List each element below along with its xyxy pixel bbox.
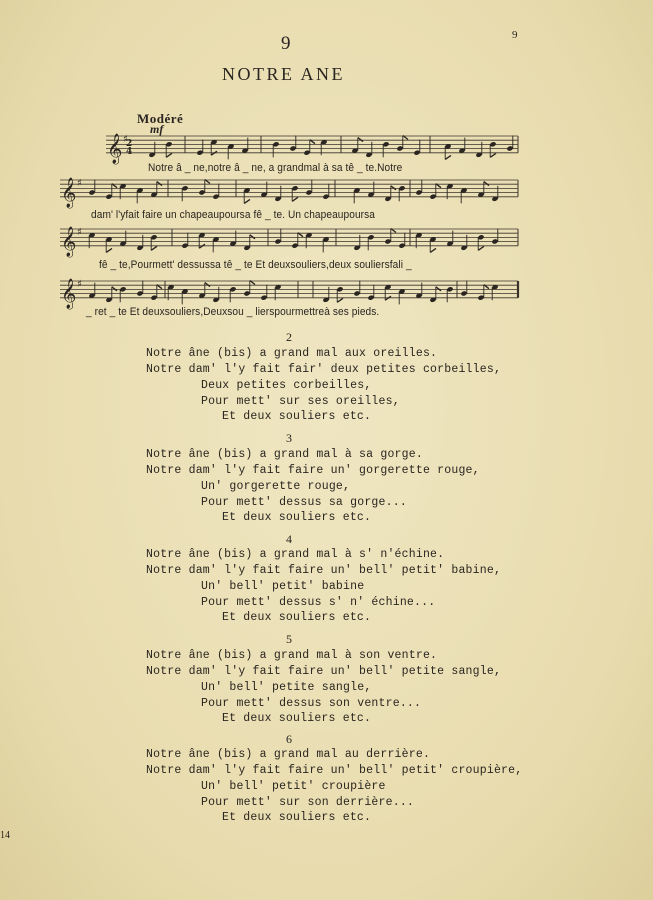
note-flag <box>292 197 298 201</box>
verse-line: Deux petites corbeilles, <box>201 379 372 392</box>
note-flag <box>385 296 391 300</box>
note-flag <box>445 155 451 159</box>
verse-number: 2 <box>286 330 292 344</box>
verse-number: 6 <box>286 732 292 746</box>
verse-line: Notre âne (bis) a grand mal à son ventre. <box>146 649 438 662</box>
verse-line: Pour mett' dessus s' n' échine... <box>201 596 436 609</box>
note-flag <box>106 248 112 252</box>
verse-line: Pour mett' dessus sa gorge... <box>201 496 407 509</box>
note-flag <box>112 287 117 291</box>
verse-line: Pour mett' sur son derrière... <box>201 796 415 809</box>
verse-line: Et deux souliers etc. <box>222 712 372 725</box>
verse-line: Et deux souliers etc. <box>222 410 372 423</box>
lyrics-line: Notre â _ ne,notre â _ ne, a grandmal à sa tê _ te.Notre <box>148 162 403 174</box>
verse-line: Pour mett' dessus son ventre... <box>201 697 422 710</box>
note-flag <box>166 153 172 157</box>
verse-line: Notre dam' l'y fait faire un' gorgerette rouge, <box>146 464 480 477</box>
note-flag <box>244 199 250 203</box>
page-number: 9 <box>281 33 291 54</box>
verse-line: Notre dam' l'y fait faire un' bell' petit' croupière, <box>146 764 523 777</box>
verse-line: Notre dam' l'y fait faire un' bell' petit' babine, <box>146 564 502 577</box>
note-flag <box>157 182 162 186</box>
tempo-marking: Modéré <box>137 111 184 126</box>
corner-page-number: 9 <box>512 29 518 41</box>
song-title: NOTRE ANE <box>222 64 345 84</box>
sharp-icon: ♯ <box>77 178 82 189</box>
treble-clef-icon: 𝄞 <box>61 278 77 309</box>
verse-line: Notre âne (bis) a grand mal aux oreilles. <box>146 347 438 360</box>
sharp-icon: ♯ <box>123 134 128 145</box>
lyrics-line: fê _ te,Pourmett' dessussa tê _ te Et deuxsouliers,deux souliersfali _ <box>99 259 412 271</box>
verse-line: Et deux souliers etc. <box>222 811 372 824</box>
verse-line: Notre âne (bis) a grand mal à sa gorge. <box>146 448 423 461</box>
verse-number: 4 <box>286 532 292 546</box>
note-flag <box>430 248 436 252</box>
verse-line: Notre dam' l'y fait fair' deux petites corbeilles, <box>146 363 502 376</box>
note-flag <box>484 182 489 186</box>
verse-number: 3 <box>286 431 292 445</box>
verse-line: Un' gorgerette rouge, <box>201 480 351 493</box>
note-flag <box>151 246 157 250</box>
lyrics-line: dam' l'yfait faire un chapeaupoursa fê _ te. Un chapeaupoursa <box>91 209 376 221</box>
verse-line: Et deux souliers etc. <box>222 511 372 524</box>
verse-number: 5 <box>286 632 292 646</box>
verse-line: Un' bell' petite sangle, <box>201 681 372 694</box>
note-flag <box>478 246 484 250</box>
note-flag <box>337 298 343 302</box>
lyrics-line: _ ret _ te Et deuxsouliers,Deuxsou _ lierspourmettreà ses pieds. <box>86 306 380 318</box>
treble-clef-icon: 𝄞 <box>107 133 123 164</box>
note-flag <box>205 283 210 287</box>
time-signature-bottom: 4 <box>126 147 133 157</box>
verse-line: Notre âne (bis) a grand mal au derrière. <box>146 748 431 761</box>
note-flag <box>250 235 255 239</box>
verse-line: Pour mett' sur ses oreilles, <box>201 395 400 408</box>
footer-mark: 14 <box>0 830 10 841</box>
sharp-icon: ♯ <box>77 227 82 238</box>
sharp-icon: ♯ <box>77 279 82 290</box>
treble-clef-icon: 𝄞 <box>61 226 77 257</box>
note-flag <box>358 138 363 142</box>
note-flag <box>391 186 396 190</box>
verse-line: Notre âne (bis) a grand mal à s' n'échine. <box>146 548 445 561</box>
verse-line: Notre dam' l'y fait faire un' bell' petite sangle, <box>146 665 502 678</box>
note-flag <box>490 153 496 157</box>
verse-line: Un' bell' petit' croupière <box>201 780 386 793</box>
verse-line: Et deux souliers etc. <box>222 611 372 624</box>
time-signature-top: 2 <box>126 139 133 149</box>
dynamic-marking: mf <box>150 122 164 136</box>
treble-clef-icon: 𝄞 <box>61 177 77 208</box>
verse-line: Un' bell' petit' babine <box>201 580 365 593</box>
note-flag <box>436 287 441 291</box>
